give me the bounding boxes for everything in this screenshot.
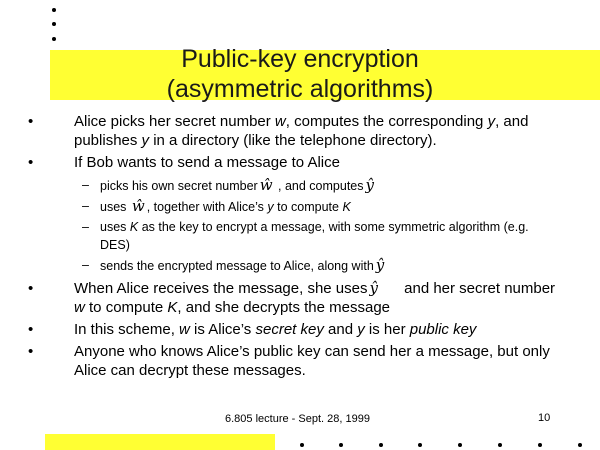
decor-dot [458,443,462,447]
text: uses [100,220,130,234]
text: picks his own secret number [100,179,258,193]
var-k: K [167,299,178,316]
dash-marker: – [82,220,89,234]
decor-dot [52,37,56,41]
var-w-hat: ŵ [131,197,145,215]
text: is Alice’s [189,321,256,338]
bullet-marker: • [28,343,34,360]
bullet-marker: • [28,113,34,130]
var-y-hat: ŷ [365,176,374,194]
text: If Bob wants to send a message to Alice [74,154,340,171]
decor-dot [339,443,343,447]
footer-lecture-info: 6.805 lecture - Sept. 28, 1999 [225,413,370,425]
text: , and she decrypts the message [177,299,391,316]
sub-bullet-uses-w [0,197,600,216]
text: , and publishes [74,113,529,149]
text: In this scheme, [74,321,180,338]
sub-bullet-sends [0,256,600,275]
bullet-scheme-keys [0,320,600,339]
var-w: w [179,321,190,338]
text: to compute [273,200,343,214]
bullet-marker: • [28,280,34,297]
text: When Alice receives the message, she uses [74,280,368,297]
var-y: y [487,113,496,130]
text: Alice picks her secret number [74,113,275,130]
var-y-hat: ŷ [375,256,385,274]
dash-marker: – [82,199,89,213]
var-y: y [267,200,274,214]
decor-dot [52,22,56,26]
text: Anyone who knows Alice’s public key can send her a message, but only Alice can decrypt these messages. [74,343,550,379]
decor-dot [300,443,304,447]
decor-dot [538,443,542,447]
text: , together with Alice’s [146,200,268,214]
text: is her [364,321,410,338]
bullet-anyone-can-send [0,342,600,380]
title-line-1: Public-key encryption [181,45,419,73]
slide-content [0,112,600,383]
decor-dot [52,8,56,12]
dash-marker: – [82,258,89,272]
text: , and computes [274,179,364,193]
decor-dot [578,443,582,447]
text: in a directory (like the telephone directory). [149,132,437,149]
page-number: 10 [538,412,551,424]
slide-title [50,44,550,104]
text: as the key to encrypt a message, with some symmetric algorithm (e.g. DES) [100,220,529,252]
bullet-alice-picks [0,112,600,150]
decor-dot [498,443,502,447]
var-y: y [357,321,365,338]
bob-steps-list [0,176,600,275]
title-line-2: (asymmetric algorithms) [166,75,434,103]
text: uses [100,200,130,214]
dash-marker: – [82,178,89,192]
bullet-marker: • [28,154,34,171]
sub-bullet-uses-k [0,218,600,254]
bullet-marker: • [28,321,34,338]
text: sends the encrypted message to Alice, along with [100,259,374,273]
decor-dot [418,443,422,447]
term-public-key: public key [409,321,477,338]
text: , computes the corresponding [285,113,488,130]
var-k: K [129,220,139,234]
var-k: K [342,200,351,214]
text: and [323,321,358,338]
bullet-bob-sends [0,153,600,172]
footer-band [45,434,275,450]
bullet-alice-receives [0,279,600,317]
var-w: w [74,299,85,316]
var-w: w [274,113,286,130]
sub-bullet-picks [0,176,600,195]
var-w-hat: ŵ [259,176,273,194]
term-secret-key: secret key [255,321,324,338]
var-y-hat: ŷ [369,279,378,297]
text: and her secret number [399,280,556,297]
text: to compute [84,299,168,316]
var-y: y [141,132,150,149]
decor-dot [379,443,383,447]
